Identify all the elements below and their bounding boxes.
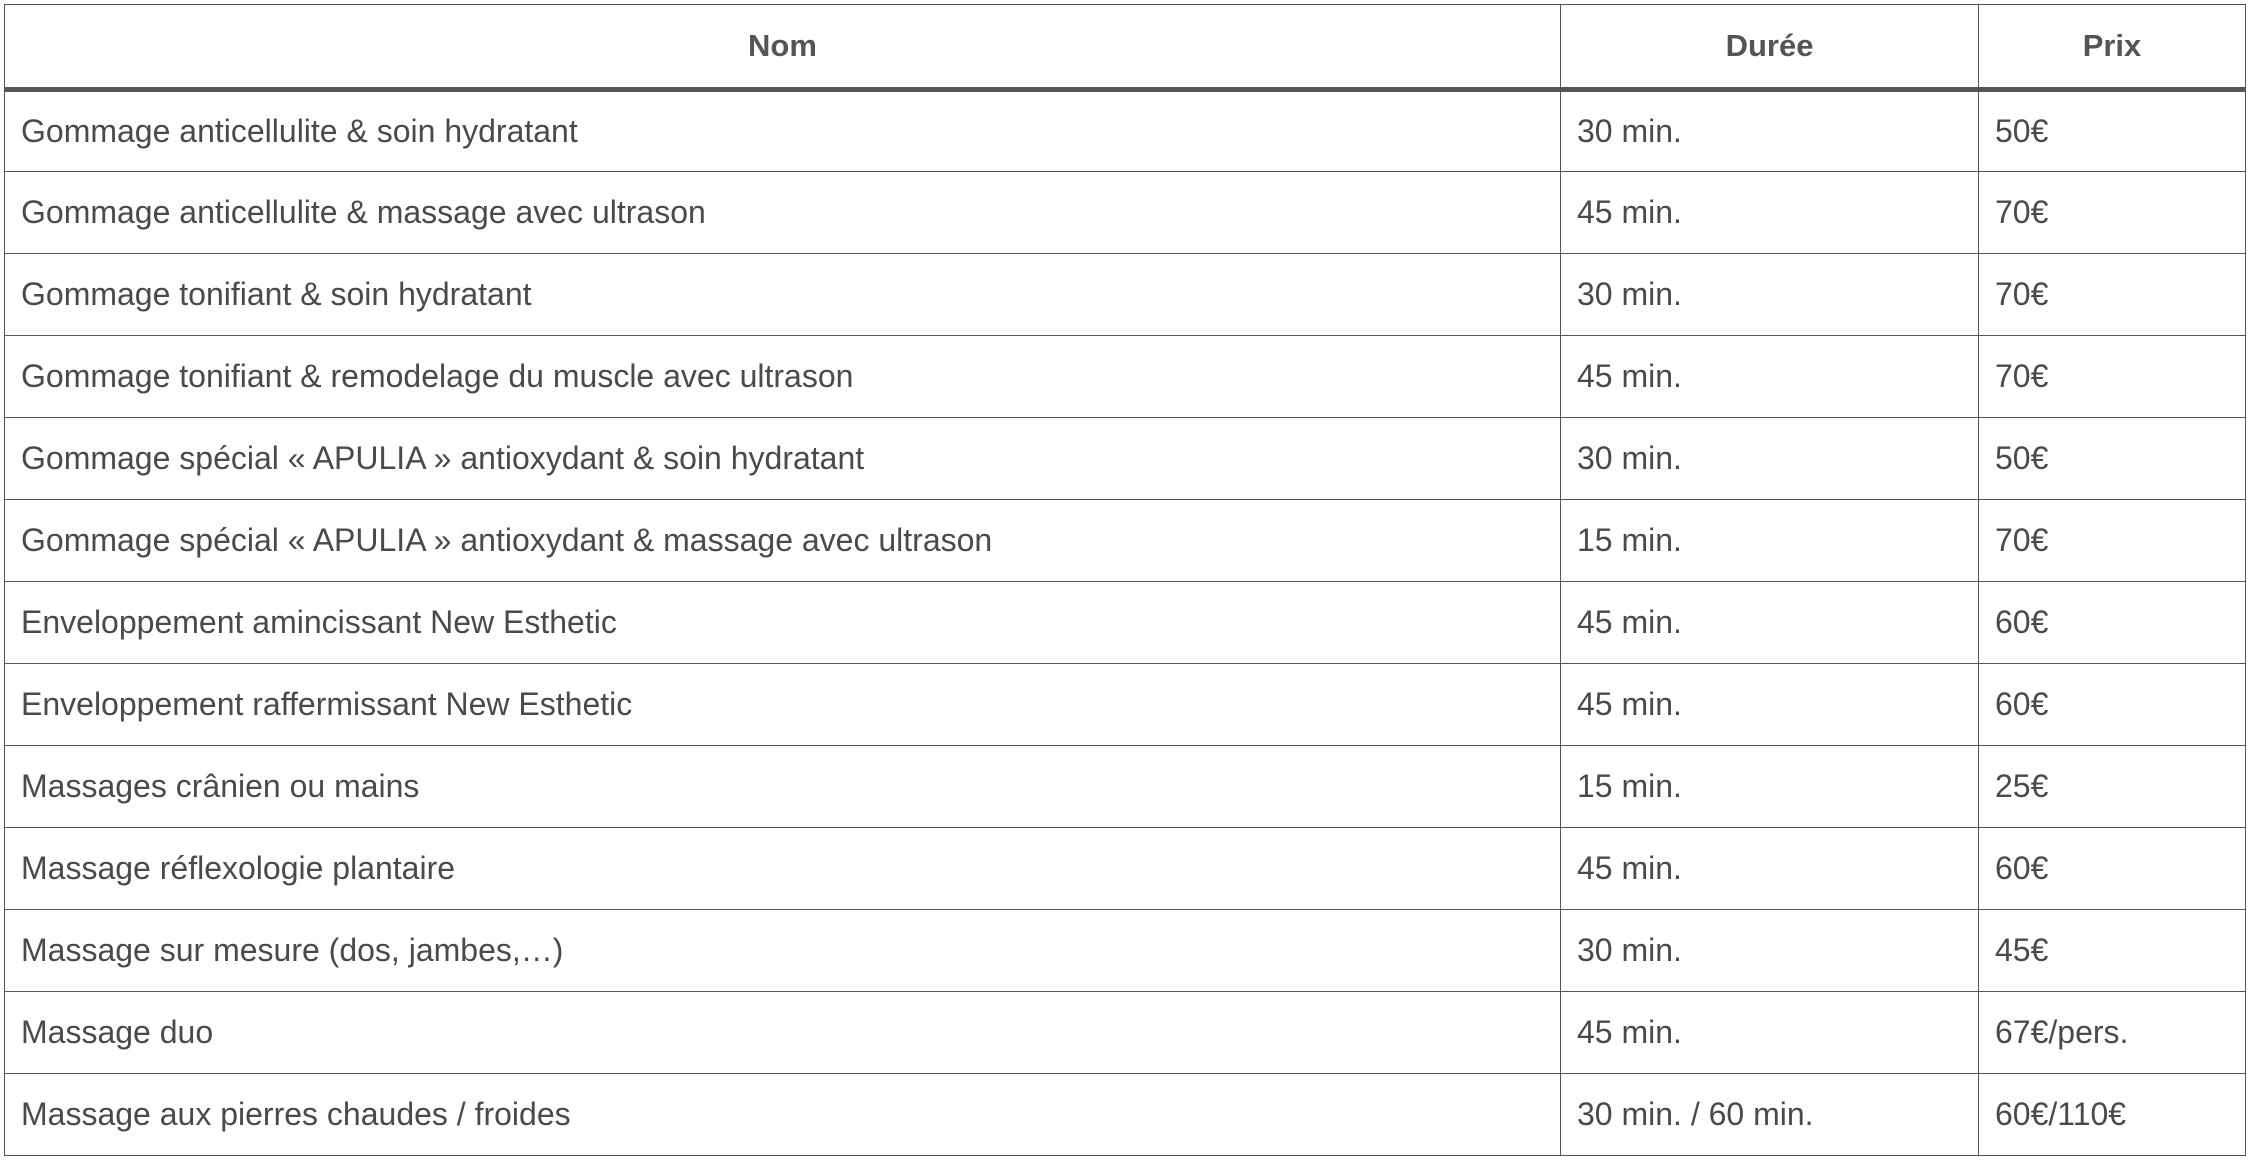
table-header bbox=[5, 5, 2246, 90]
price-table bbox=[4, 4, 2246, 1156]
cell-prix: 67€/pers. bbox=[1979, 992, 2246, 1074]
cell-duree: 45 min. bbox=[1561, 336, 1979, 418]
cell-duree: 15 min. bbox=[1561, 500, 1979, 582]
header-nom: Nom bbox=[5, 5, 1561, 90]
cell-nom: Gommage spécial « APULIA » antioxydant & soin hydratant bbox=[5, 418, 1561, 500]
cell-duree: 45 min. bbox=[1561, 828, 1979, 910]
table-row bbox=[5, 172, 2246, 254]
cell-prix: 70€ bbox=[1979, 500, 2246, 582]
table-row bbox=[5, 90, 2246, 172]
cell-nom: Massages crânien ou mains bbox=[5, 746, 1561, 828]
cell-duree: 30 min. bbox=[1561, 910, 1979, 992]
cell-duree: 45 min. bbox=[1561, 582, 1979, 664]
table-row bbox=[5, 582, 2246, 664]
cell-duree: 45 min. bbox=[1561, 664, 1979, 746]
table-row bbox=[5, 500, 2246, 582]
cell-prix: 70€ bbox=[1979, 336, 2246, 418]
cell-duree: 30 min. bbox=[1561, 254, 1979, 336]
cell-prix: 60€ bbox=[1979, 664, 2246, 746]
table-row bbox=[5, 1074, 2246, 1156]
cell-prix: 50€ bbox=[1979, 90, 2246, 172]
cell-nom: Gommage spécial « APULIA » antioxydant & massage avec ultrason bbox=[5, 500, 1561, 582]
cell-nom: Gommage anticellulite & soin hydratant bbox=[5, 90, 1561, 172]
cell-prix: 60€ bbox=[1979, 828, 2246, 910]
cell-duree: 45 min. bbox=[1561, 172, 1979, 254]
cell-prix: 70€ bbox=[1979, 172, 2246, 254]
header-duree: Durée bbox=[1561, 5, 1979, 90]
cell-nom: Gommage tonifiant & remodelage du muscle avec ultrason bbox=[5, 336, 1561, 418]
cell-prix: 70€ bbox=[1979, 254, 2246, 336]
price-table-container bbox=[4, 4, 2245, 1156]
cell-prix: 45€ bbox=[1979, 910, 2246, 992]
cell-nom: Massage duo bbox=[5, 992, 1561, 1074]
cell-nom: Enveloppement amincissant New Esthetic bbox=[5, 582, 1561, 664]
table-row bbox=[5, 664, 2246, 746]
cell-nom: Gommage anticellulite & massage avec ultrason bbox=[5, 172, 1561, 254]
header-row bbox=[5, 5, 2246, 90]
cell-duree: 30 min. / 60 min. bbox=[1561, 1074, 1979, 1156]
cell-nom: Massage réflexologie plantaire bbox=[5, 828, 1561, 910]
table-row bbox=[5, 418, 2246, 500]
cell-duree: 30 min. bbox=[1561, 90, 1979, 172]
cell-prix: 25€ bbox=[1979, 746, 2246, 828]
table-row bbox=[5, 254, 2246, 336]
cell-duree: 15 min. bbox=[1561, 746, 1979, 828]
table-row bbox=[5, 992, 2246, 1074]
table-row bbox=[5, 336, 2246, 418]
cell-duree: 30 min. bbox=[1561, 418, 1979, 500]
table-row bbox=[5, 828, 2246, 910]
cell-prix: 50€ bbox=[1979, 418, 2246, 500]
cell-nom: Enveloppement raffermissant New Esthetic bbox=[5, 664, 1561, 746]
table-row bbox=[5, 746, 2246, 828]
cell-nom: Gommage tonifiant & soin hydratant bbox=[5, 254, 1561, 336]
table-row bbox=[5, 910, 2246, 992]
cell-duree: 45 min. bbox=[1561, 992, 1979, 1074]
table-body bbox=[5, 90, 2246, 1156]
cell-prix: 60€/110€ bbox=[1979, 1074, 2246, 1156]
header-prix: Prix bbox=[1979, 5, 2246, 90]
cell-nom: Massage aux pierres chaudes / froides bbox=[5, 1074, 1561, 1156]
cell-prix: 60€ bbox=[1979, 582, 2246, 664]
cell-nom: Massage sur mesure (dos, jambes,…) bbox=[5, 910, 1561, 992]
